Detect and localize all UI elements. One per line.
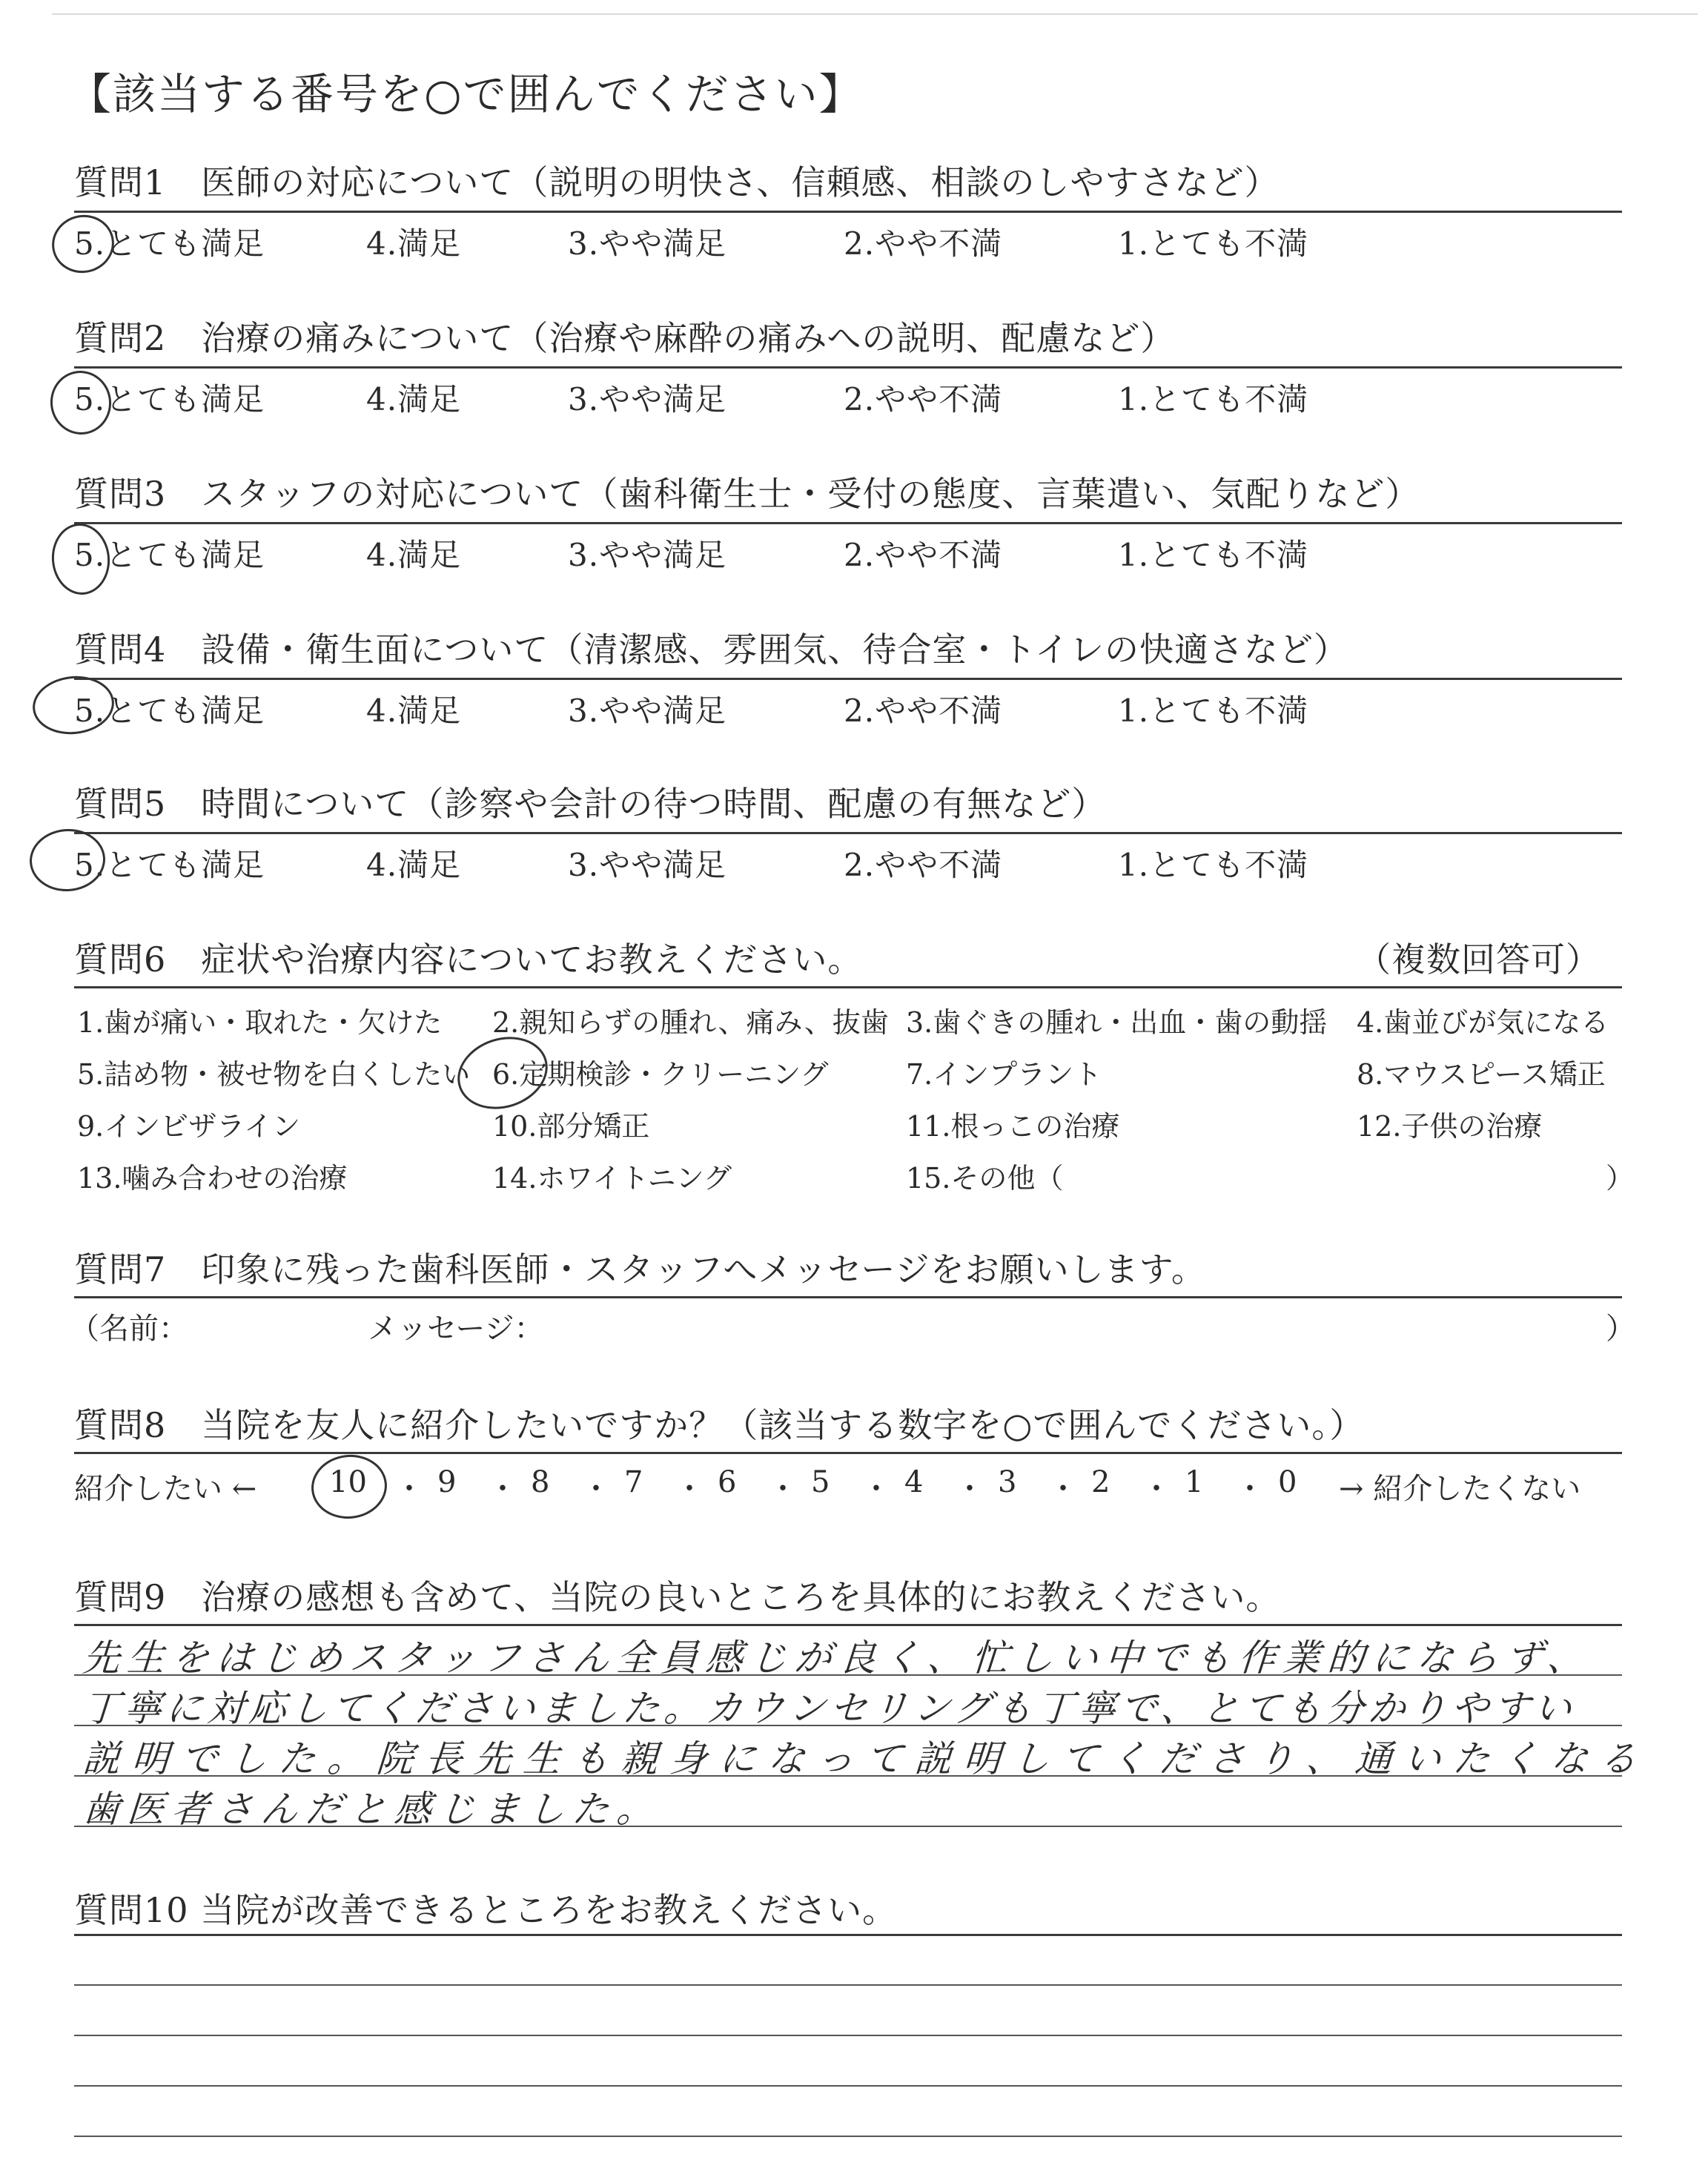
q10-rule-5 (74, 2136, 1622, 2137)
q6-option-11[interactable]: 11.根っこの治療 (906, 1110, 1120, 1143)
q4-option-4[interactable]: 4.満足 (366, 693, 462, 729)
q2-rule (74, 366, 1622, 369)
q3-option-4[interactable]: 4.満足 (366, 537, 462, 573)
q6-option-1[interactable]: 1.歯が痛い・取れた・欠けた (77, 1006, 443, 1039)
q10-rule-3 (74, 2035, 1622, 2036)
q6-option-13[interactable]: 13.噛み合わせの治療 (77, 1162, 348, 1195)
q6-option-2[interactable]: 2.親知らずの腫れ、痛み、抜歯 (492, 1006, 889, 1039)
q6-rule (74, 986, 1622, 988)
q1-option-1[interactable]: 1.とても不満 (1118, 225, 1309, 262)
q5-option-1[interactable]: 1.とても不満 (1118, 847, 1309, 883)
q5-option-5[interactable]: 5.とても満足 (74, 847, 265, 883)
q2-option-3[interactable]: 3.やや満足 (568, 381, 727, 417)
q8-left-label: 紹介したい ← (74, 1472, 257, 1506)
q8-separator: ・ (1142, 1472, 1171, 1506)
q3-option-3[interactable]: 3.やや満足 (568, 537, 727, 573)
q6-option-5[interactable]: 5.詰め物・被せ物を白くしたい (77, 1058, 471, 1091)
q5-option-2[interactable]: 2.やや不満 (844, 847, 1003, 883)
q1-option-4[interactable]: 4.満足 (366, 225, 462, 262)
q8-title: 質問8 当院を友人に紹介したいですか？（該当する数字を○で囲んでください。） (74, 1405, 1365, 1445)
q10-rule-4 (74, 2085, 1622, 2087)
q8-separator: ・ (394, 1472, 424, 1506)
q1-option-2[interactable]: 2.やや不満 (844, 225, 1003, 262)
q8-scale-7[interactable]: 7 (624, 1465, 643, 1499)
q5-option-3[interactable]: 3.やや満足 (568, 847, 727, 883)
q9-answer-line-4: 歯医者さんだと感じました。 (81, 1788, 663, 1831)
q5-title: 質問5 時間について（診察や会計の待つ時間、配慮の有無など） (74, 784, 1107, 824)
q6-option-8[interactable]: 8.マウスピース矯正 (1357, 1058, 1606, 1091)
q8-separator: ・ (1048, 1472, 1078, 1506)
q8-rule (74, 1452, 1622, 1454)
q3-option-5[interactable]: 5.とても満足 (74, 537, 265, 573)
q2-option-1[interactable]: 1.とても不満 (1118, 381, 1309, 417)
q6-option-6[interactable]: 6.定期検診・クリーニング (492, 1058, 829, 1091)
q8-scale-2[interactable]: 2 (1091, 1465, 1110, 1499)
q6-title: 質問6 症状や治療内容についてお教えください。 (74, 939, 863, 980)
q9-title: 質問9 治療の感想も含めて、当院の良いところを具体的にお教えください。 (74, 1577, 1281, 1617)
q3-option-2[interactable]: 2.やや不満 (844, 537, 1003, 573)
q8-scale-4[interactable]: 4 (904, 1465, 924, 1499)
q6-option-14[interactable]: 14.ホワイトニング (492, 1162, 732, 1195)
q6-option-15[interactable]: 15.その他（ (906, 1162, 1064, 1195)
q8-right-label: → 紹介したくない (1339, 1472, 1581, 1506)
q2-option-4[interactable]: 4.満足 (366, 381, 462, 417)
q1-option-5[interactable]: 5.とても満足 (74, 225, 265, 262)
q8-scale-0[interactable]: 0 (1278, 1465, 1297, 1499)
q7-name-label: （名前： (70, 1312, 188, 1346)
q7-rule (74, 1296, 1622, 1298)
q4-option-1[interactable]: 1.とても不満 (1118, 693, 1309, 729)
q3-title: 質問3 スタッフの対応について（歯科衛生士・受付の態度、言葉遣い、気配りなど） (74, 474, 1420, 514)
q9-rule-1 (74, 1624, 1622, 1626)
q3-option-1[interactable]: 1.とても不満 (1118, 537, 1309, 573)
q8-separator: ・ (955, 1472, 984, 1506)
q8-scale-8[interactable]: 8 (531, 1465, 550, 1499)
form-header: 【該当する番号を○で囲んでください】 (68, 69, 864, 119)
q6-option-12[interactable]: 12.子供の治療 (1357, 1110, 1543, 1143)
q10-rule-2 (74, 1984, 1622, 1986)
q8-separator: ・ (488, 1472, 517, 1506)
q8-selection-circle (308, 1451, 390, 1522)
q6-option-4[interactable]: 4.歯並びが気になる (1357, 1006, 1609, 1039)
q5-rule (74, 832, 1622, 834)
q4-title: 質問4 設備・衛生面について（清潔感、雰囲気、待合室・トイレの快適さなど） (74, 630, 1349, 670)
q8-separator: ・ (581, 1472, 611, 1506)
q4-option-2[interactable]: 2.やや不満 (844, 693, 1003, 729)
q1-rule (74, 211, 1622, 213)
q3-rule (74, 522, 1622, 524)
q10-title: 質問10 当院が改善できるところをお教えください。 (74, 1890, 898, 1930)
q8-scale-9[interactable]: 9 (437, 1465, 457, 1499)
q8-scale-1[interactable]: 1 (1185, 1465, 1204, 1499)
q6-option-7[interactable]: 7.インプラント (906, 1058, 1102, 1091)
q8-scale-6[interactable]: 6 (718, 1465, 737, 1499)
q9-answer-line-3: 説明でした。院長先生も親身になって説明してくださり、通いたくなる (81, 1737, 1650, 1780)
q1-title: 質問1 医師の対応について（説明の明快さ、信頼感、相談のしやすさなど） (74, 162, 1280, 202)
q7-close-paren: ） (1606, 1312, 1635, 1346)
q2-title: 質問2 治療の痛みについて（治療や麻酔の痛みへの説明、配慮など） (74, 318, 1176, 358)
q8-separator: ・ (675, 1472, 704, 1506)
q8-separator: ・ (768, 1472, 798, 1506)
q8-scale-5[interactable]: 5 (811, 1465, 830, 1499)
q2-option-2[interactable]: 2.やや不満 (844, 381, 1003, 417)
q8-scale-10[interactable]: 10 (329, 1465, 367, 1499)
q4-option-5[interactable]: 5.とても満足 (74, 693, 265, 729)
q10-rule-1 (74, 1934, 1622, 1936)
q9-answer-line-2: 丁寧に対応してくださいました。カウンセリングも丁寧で、とても分かりやすい (81, 1687, 1578, 1730)
q7-title: 質問7 印象に残った歯科医師・スタッフへメッセージをお願いします。 (74, 1249, 1206, 1289)
q6-option-3[interactable]: 3.歯ぐきの腫れ・出血・歯の動揺 (906, 1006, 1328, 1039)
q6-option-10[interactable]: 10.部分矯正 (492, 1110, 650, 1143)
q8-scale-3[interactable]: 3 (998, 1465, 1017, 1499)
q8-separator: ・ (861, 1472, 891, 1506)
q2-option-5[interactable]: 5.とても満足 (74, 381, 265, 417)
q6-other-close-paren: ） (1606, 1162, 1635, 1195)
q4-rule (74, 678, 1622, 680)
q7-message-label: メッセージ： (368, 1312, 544, 1346)
q6-multiple-answers-note: （複数回答可） (1357, 939, 1601, 980)
scan-edge (52, 13, 1698, 15)
q9-answer-line-1: 先生をはじめスタッフさん全員感じが良く、忙しい中でも作業的にならず、 (81, 1636, 1593, 1680)
q5-option-4[interactable]: 4.満足 (366, 847, 462, 883)
q8-separator: ・ (1235, 1472, 1265, 1506)
q6-option-9[interactable]: 9.インビザライン (77, 1110, 301, 1143)
q1-option-3[interactable]: 3.やや満足 (568, 225, 727, 262)
q4-option-3[interactable]: 3.やや満足 (568, 693, 727, 729)
